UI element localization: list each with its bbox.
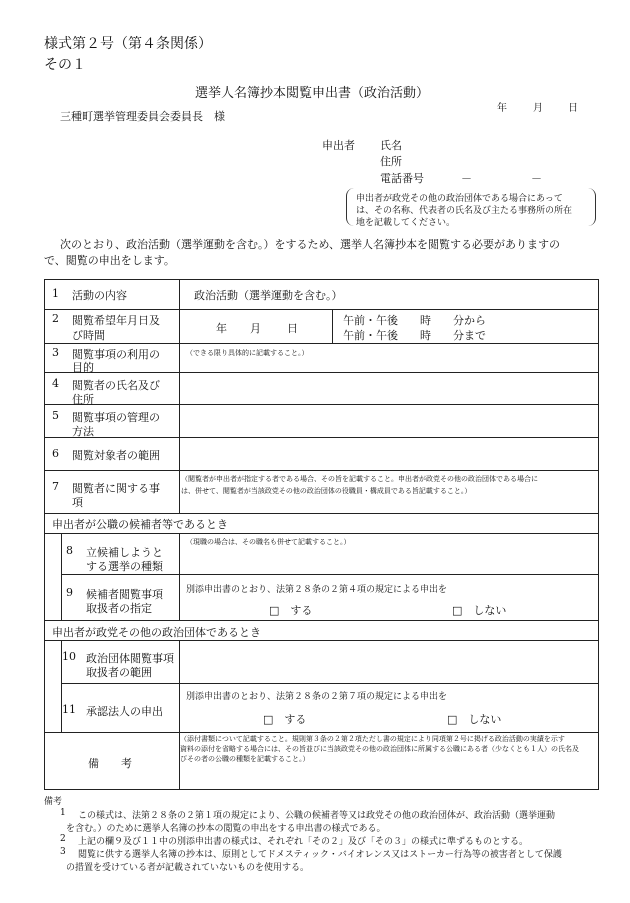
page-title: 選挙人名簿抄本閲覧申出書（政治活動）: [195, 86, 430, 101]
row9-text: 別添申出書のとおり、法第２８条の２第４項の規定による申出を: [186, 585, 448, 595]
row8-label-line: する選挙の種類: [86, 560, 163, 573]
row9-label-line: 候補者閲覧事項: [86, 588, 163, 601]
row7-note-line: （閲覧者が申出者が指定する者である場合、その旨を記載すること。申出者が政党その他の政治団体である場合に: [181, 475, 538, 483]
row2-time-to: 午前・午後 時 分まで: [343, 329, 486, 342]
row11-label: 承認法人の申出: [86, 705, 163, 718]
intro-line: 次のとおり、政治活動（選挙運動を含む。）をするため、選挙人名簿抄本を閲覧する必要がありますの: [60, 238, 561, 251]
row9-option-yes[interactable]: □ する: [269, 604, 313, 617]
row3-note: （できる限り具体的に記載すること。）: [186, 349, 309, 357]
row2-month: 月: [250, 322, 261, 335]
applicant-address-label: 住所: [380, 155, 402, 168]
row3-label-line: 目的: [72, 361, 94, 374]
footnotes-heading: 備考: [44, 797, 63, 807]
row3-number: 3: [52, 346, 59, 359]
row8-number: 8: [66, 544, 73, 557]
remarks-note-line: 資料の添付を省略する場合には、その旨並びに当該政党その他の政治団体に所属する公職にある者（少なくとも１人）の氏名及: [180, 745, 579, 753]
row3-label-line: 閲覧事項の利用の: [72, 348, 160, 361]
section-party-heading: 申出者が政党その他の政治団体であるとき: [52, 626, 261, 639]
row4-label-line: 住所: [72, 393, 94, 406]
row6-label: 閲覧対象者の範囲: [72, 449, 160, 462]
row10-label-line: 政治団体閲覧事項: [86, 652, 174, 665]
row1-number: 1: [52, 287, 59, 300]
applicant-label: 申出者: [322, 139, 355, 152]
footnote-line: の措置を受けている者が記載されていないものを使用する。: [66, 863, 310, 873]
row4-label-line: 閲覧者の氏名及び: [72, 379, 160, 392]
row9-number: 9: [66, 586, 73, 599]
row1-value: 政治活動（選挙運動を含む。）: [194, 289, 343, 302]
row4-number: 4: [52, 377, 59, 390]
footnote-number: 1: [60, 808, 66, 818]
footnote-line: を含む。）のために選挙人名簿の抄本の閲覧の申出をする申出書の様式である。: [66, 824, 386, 834]
remarks-label: 備 考: [88, 757, 132, 770]
form-part: その１: [44, 57, 86, 73]
row8-label-line: 立候補しようと: [86, 546, 163, 559]
row2-time-from: 午前・午後 時 分から: [343, 314, 486, 327]
applicant-note-line: は、その名称、代表者の氏名及び主たる事務所の所在: [356, 206, 573, 216]
row7-note-line: は、併せて、閲覧者が当該政党その他の政治団体の役職員・構成員である旨記載すること。）: [181, 487, 472, 495]
applicant-phone-label: 電話番号: [380, 172, 424, 185]
row2-number: 2: [52, 312, 59, 325]
row1-label: 活動の内容: [72, 289, 127, 302]
phone-dash-1: －: [461, 172, 472, 185]
row11-option-no[interactable]: □ しない: [447, 713, 502, 726]
row7-label-line: 項: [72, 496, 83, 509]
footnote-line: 上記の欄９及び１１中の別添申出書の様式は、それぞれ「その２」及び「その３」の様式に準ずるものとする。: [78, 837, 529, 847]
row2-day: 日: [287, 322, 298, 335]
row2-year: 年: [216, 322, 227, 335]
footnote-number: 3: [60, 847, 66, 857]
row11-number: 11: [62, 703, 76, 716]
row5-number: 5: [52, 409, 59, 422]
row2-label-line: び時間: [72, 329, 105, 342]
row10-number: 10: [62, 650, 76, 663]
date-month: 月: [533, 103, 543, 114]
phone-dash-2: －: [531, 172, 542, 185]
section-candidate-heading: 申出者が公職の候補者等であるとき: [52, 518, 228, 531]
row2-label-line: 閲覧希望年月日及: [72, 314, 160, 327]
row10-label-line: 取扱者の範囲: [86, 666, 152, 679]
row8-note: （現職の場合は、その職名も併せて記載すること。）: [186, 538, 351, 546]
applicant-note-line: 地を記載してください。: [356, 218, 456, 228]
row5-label-line: 方法: [72, 425, 94, 438]
applicant-name-label: 氏名: [380, 139, 402, 152]
row9-option-no[interactable]: □ しない: [452, 604, 507, 617]
footnote-line: 閲覧に供する選挙人名簿の抄本は、原則としてドメスティック・バイオレンス又はストーカー行為等の被害者として保護: [78, 850, 562, 860]
applicant-note-line: 申出者が政党その他の政治団体である場合にあって: [356, 194, 563, 204]
intro-line: で、閲覧の申出をします。: [44, 254, 175, 267]
remarks-note-line: （添付書類について記載すること。規則第３条の２第２項ただし書の規定により同項第２号に掲げる政治活動の実績を示す: [180, 735, 565, 743]
addressee: 三種町選挙管理委員会委員長 様: [60, 110, 225, 123]
row6-number: 6: [52, 447, 59, 460]
row11-text: 別添申出書のとおり、法第２８条の２第７項の規定による申出を: [186, 692, 448, 702]
row5-label-line: 閲覧事項の管理の: [72, 411, 160, 424]
row7-number: 7: [52, 480, 59, 493]
row11-option-yes[interactable]: □ する: [263, 713, 307, 726]
footnote-number: 2: [60, 834, 66, 844]
row9-label-line: 取扱者の指定: [86, 602, 152, 615]
footnote-line: この様式は、法第２８条の２第１項の規定により、公職の候補者等又は政党その他の政治団体が、政治活動（選挙運動: [78, 811, 556, 821]
date-day: 日: [568, 103, 578, 114]
form-number: 様式第２号（第４条関係）: [44, 36, 212, 52]
remarks-note-line: びその者の公職の種類を記載すること。）: [180, 755, 310, 763]
row7-label-line: 閲覧者に関する事: [72, 482, 160, 495]
date-year: 年: [497, 103, 507, 114]
